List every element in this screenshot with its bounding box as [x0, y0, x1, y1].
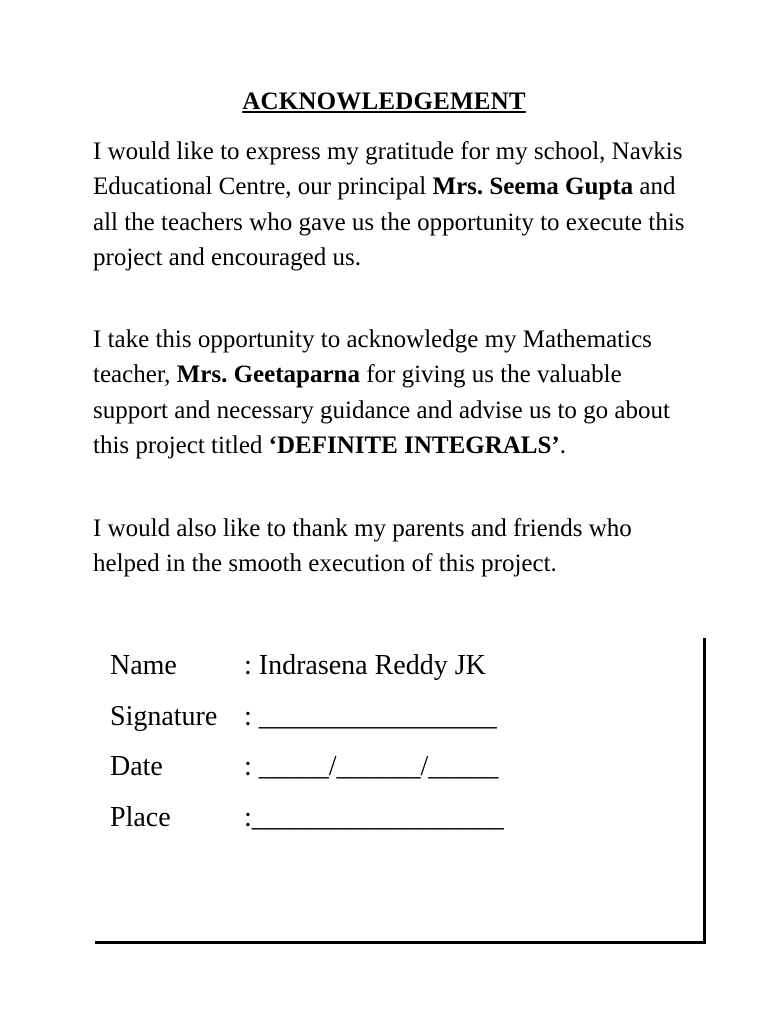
- gratitude-paragraph: [93, 134, 693, 275]
- place-label: Place: [110, 801, 171, 833]
- paragraph-text: and all the teachers who gave us the opportunity to execute this project and encouraged us.: [93, 173, 685, 271]
- project-title: ‘DEFINITE INTEGRALS’: [268, 431, 560, 459]
- date-value: : _____/______/_____: [244, 751, 499, 782]
- paragraph-text: .: [559, 431, 566, 459]
- page-title: ACKNOWLEDGEMENT: [242, 88, 526, 115]
- signature-label: Signature: [110, 700, 218, 732]
- principal-name: Mrs. Seema Gupta: [432, 173, 634, 201]
- thanks-paragraph: [93, 511, 693, 582]
- box-border-bottom: [95, 941, 706, 944]
- teacher-name: Mrs. Geetaparna: [176, 361, 360, 389]
- details-block: [110, 646, 504, 848]
- name-value: : Indrasena Reddy JK: [244, 650, 486, 681]
- details-row-name: [110, 646, 504, 697]
- date-label: Date: [110, 751, 163, 782]
- paragraph-text: I would also like to thank my parents and friends who helped in the smooth execution of this project.: [93, 515, 632, 578]
- paragraph-text: I would like to express my gratitude for my school, Navkis Educational Centre, our principal: [93, 138, 683, 201]
- name-label: Name: [110, 650, 177, 681]
- details-row-date: [110, 747, 504, 798]
- details-row-signature: [110, 697, 504, 748]
- box-border-right: [703, 638, 706, 944]
- paragraph-text: I take this opportunity to acknowledge my Mathematics teacher,: [93, 326, 652, 389]
- paragraph-text: for giving us the valuable support and necessary guidance and advise us to go about this project titled: [93, 361, 670, 459]
- signature-value: : _________________: [244, 700, 497, 732]
- details-row-place: [110, 798, 504, 849]
- place-value: :__________________: [244, 801, 504, 833]
- teacher-paragraph: [93, 322, 693, 463]
